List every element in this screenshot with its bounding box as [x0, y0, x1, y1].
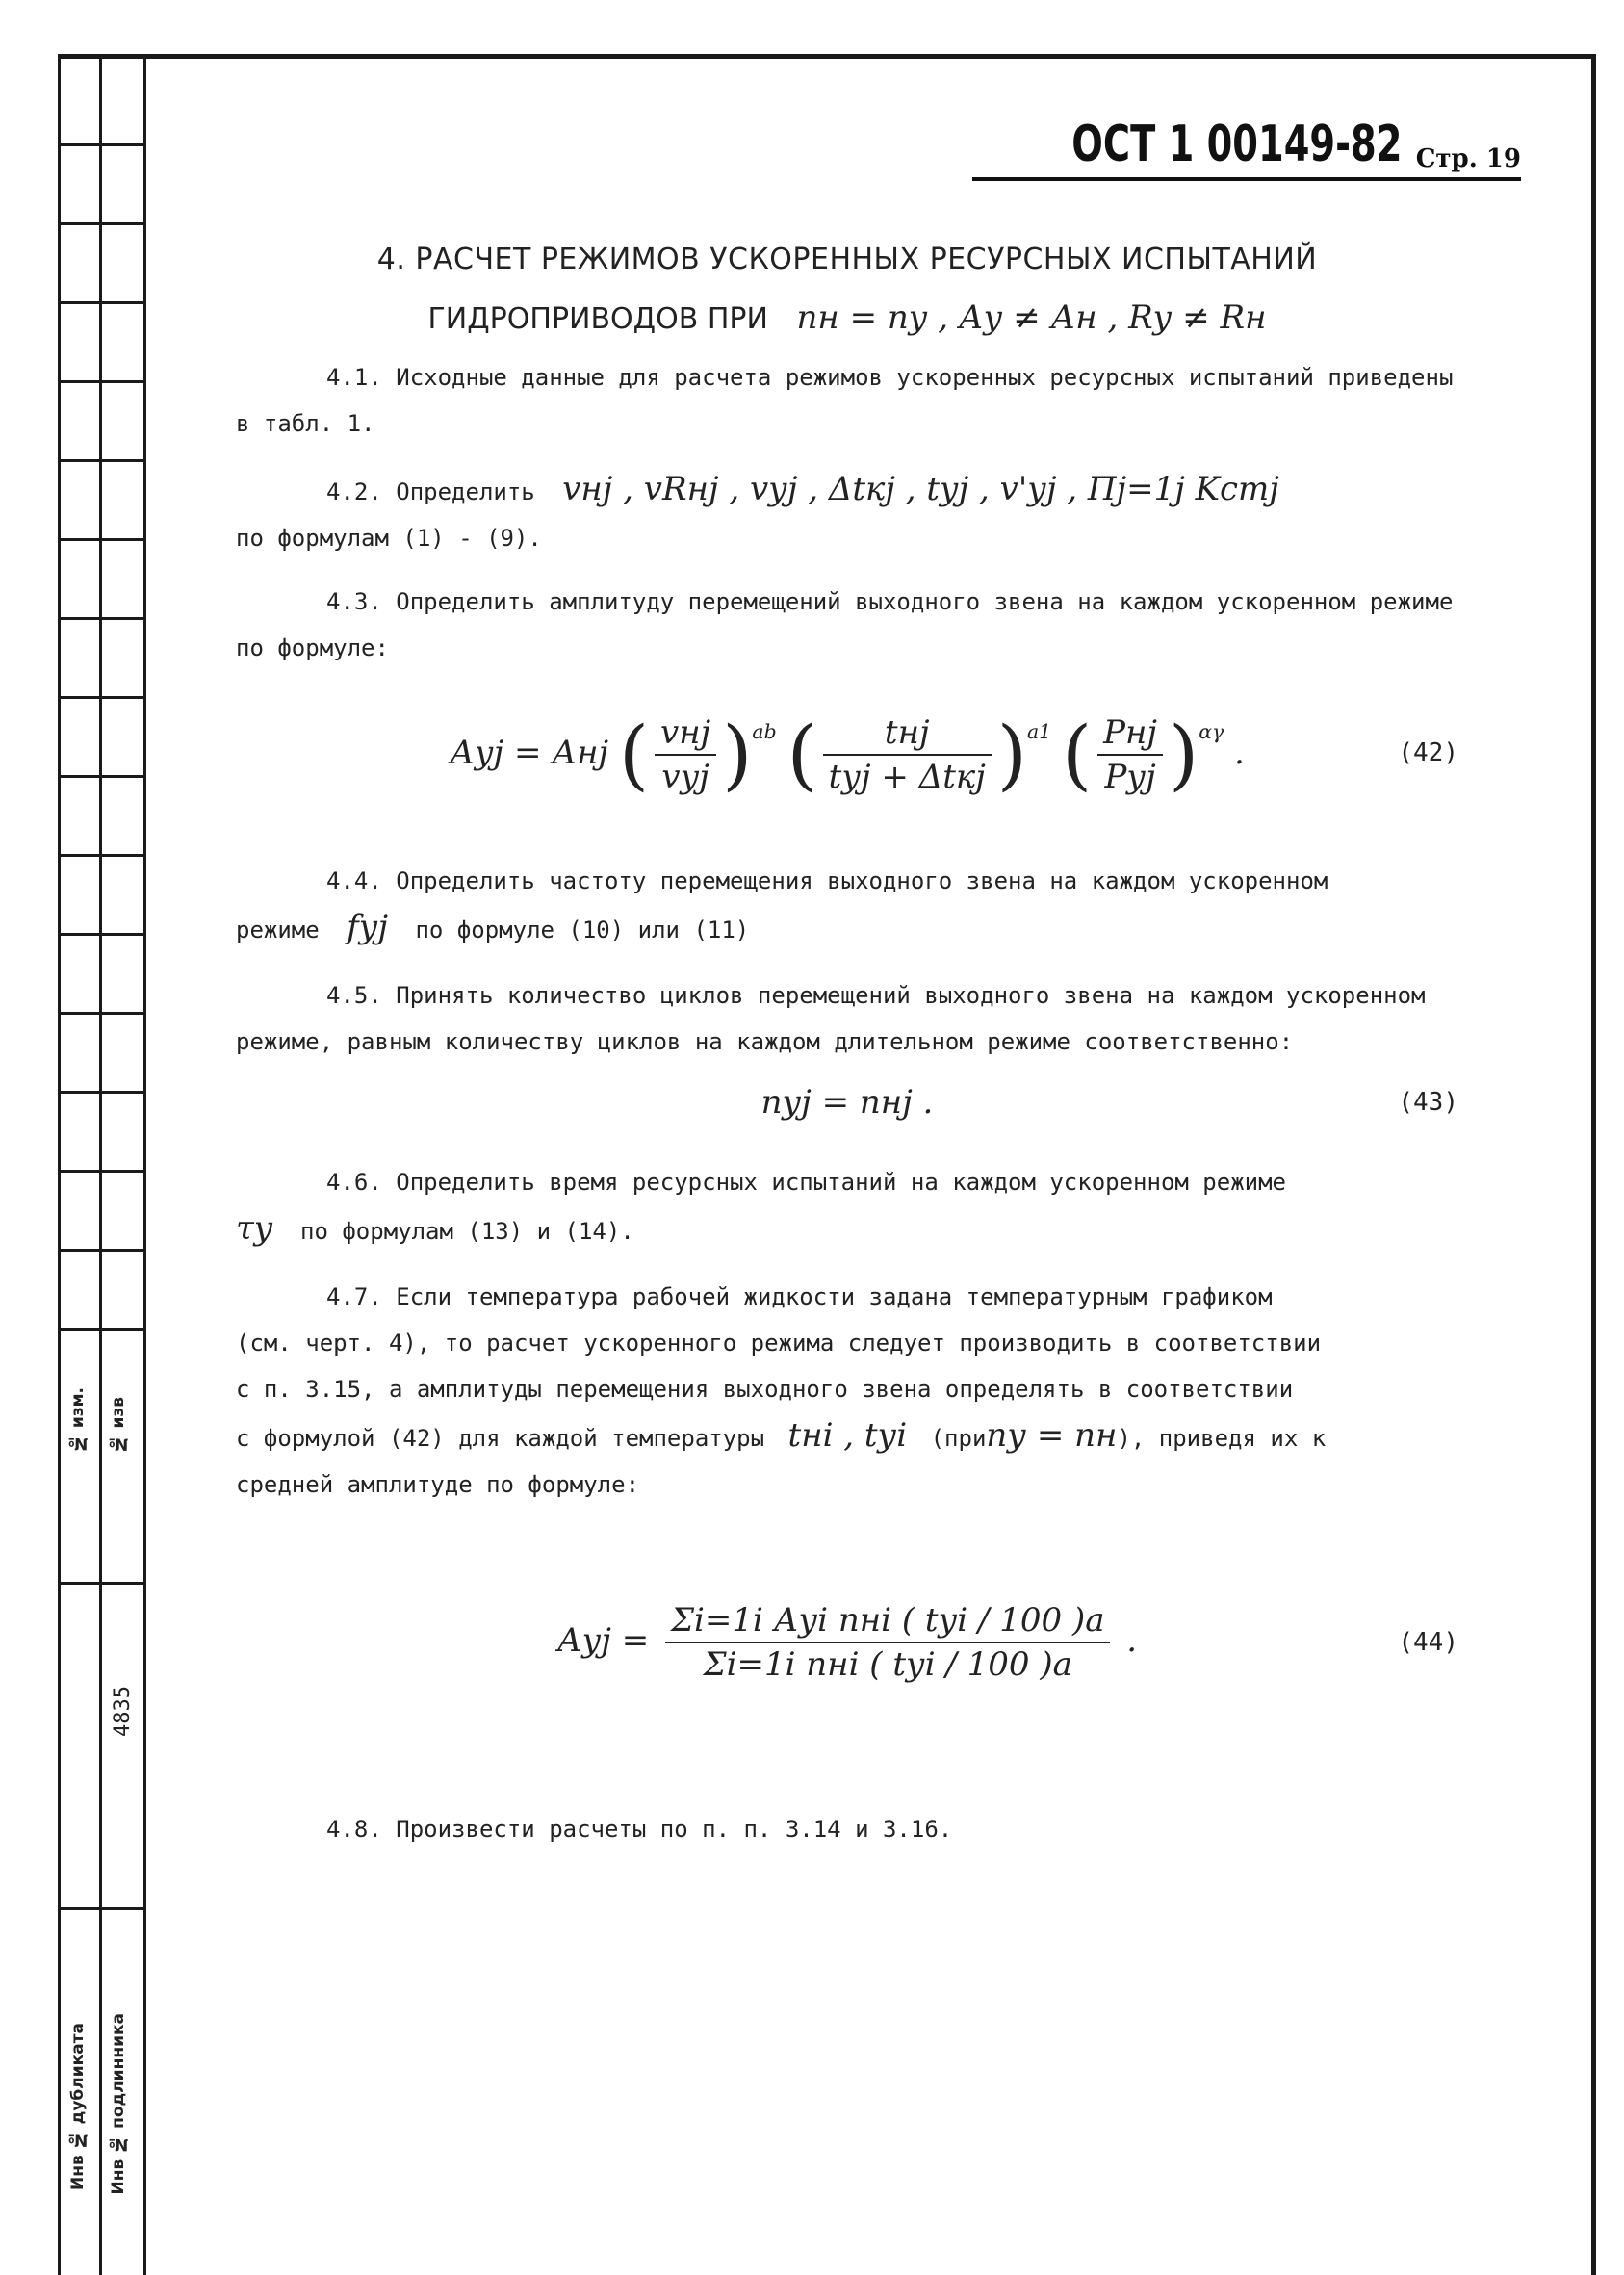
paragraph-4-4-line2: [236, 904, 1458, 953]
p47-temperature-math: tнi , tуi: [787, 1416, 908, 1455]
eq44-lhs: Ауj =: [556, 1621, 650, 1660]
p42-prefix: 4.2. Определить: [326, 478, 535, 505]
p47-line4-suffix: ), приведя их к: [1117, 1425, 1327, 1452]
eq42-frac2-num: tнj: [884, 712, 930, 752]
strip-row-line: [61, 696, 143, 699]
eq42-exp2: a1: [1026, 719, 1052, 743]
p46-suffix: по формулам (13) и (14).: [300, 1218, 634, 1245]
eq44-formula: Ауj = $\frac{\text{Σi=1i Ауi nнi ( tуi / 100 )a}}{\text{Σi=1i nнi ( tуi / 100 )a}}$ .: [556, 1601, 1138, 1684]
eq44-number: (44): [1398, 1628, 1458, 1657]
eq42-exp1: ab: [752, 719, 777, 743]
p47-line4-prefix: с формулой (42) для каждой температуры: [236, 1425, 765, 1452]
p44-prefix: режиме: [236, 917, 320, 944]
paragraph-4-8: 4.8. Произвести расчеты по п. п. 3.14 и 3.16.: [326, 1816, 953, 1843]
strip-row-line: [61, 222, 143, 225]
paragraph-4-4: 4.4. Определить частоту перемещения выходного звена на каждом ускоренном: [326, 867, 1328, 894]
eq44-numerator: Σi=1i Ауi nнi ( tуi / 100 )a: [671, 1601, 1105, 1640]
paren-open: (: [1061, 709, 1093, 799]
strip-row-line: [61, 933, 143, 936]
eq42-frac2-den: tуj + Δtкj: [828, 757, 986, 796]
paragraph-4-7-line5: средней амплитуде по формуле:: [236, 1471, 640, 1498]
paragraph-4-1: 4.1. Исходные данные для расчета режимов ускоренных ресурсных испытаний приведены в табл. 1.: [236, 364, 1454, 437]
strip-row-line: [61, 1328, 143, 1331]
paren-close: ): [996, 709, 1027, 799]
inventory-number: 4835: [111, 1686, 135, 1737]
p46-time-math: τу: [236, 1209, 273, 1248]
strip-row-line: [61, 775, 143, 778]
paragraph-4-7-line2: (см. черт. 4), то расчет ускоренного режима следует производить в соответствии: [236, 1330, 1322, 1357]
section-title: 4. РАСЧЕТ РЕЖИМОВ УСКОРЕННЫХ РЕСУРСНЫХ ИСПЫТАНИЙ: [376, 243, 1318, 276]
paren-close: ): [722, 709, 753, 799]
equation-43: [236, 1069, 1458, 1136]
p44-frequency-math: fуj: [347, 908, 389, 946]
title-prefix: ГИДРОПРИВОДОВ ПРИ: [427, 302, 768, 336]
paragraph-4-6: 4.6. Определить время ресурсных испытаний на каждом ускоренном режиме: [326, 1169, 1286, 1196]
strip-row-line: [61, 1091, 143, 1094]
original-inventory-label: Инв № подлинника: [109, 2013, 128, 2195]
eq42-number: (42): [1398, 738, 1458, 767]
equation-42: [236, 681, 1458, 825]
change-number-label: № изм.: [68, 1387, 88, 1454]
strip-row-line: [61, 380, 143, 383]
paragraph-4-7-line4: [236, 1412, 1458, 1461]
paragraph-4-6-line2: [236, 1205, 1458, 1254]
left-margin-strip: [61, 59, 146, 2275]
strip-row-line: [61, 301, 143, 304]
strip-row-line: [61, 1012, 143, 1015]
p47-line4-mid: (при: [930, 1425, 987, 1452]
eq42-formula: Ауj = Анj ( $\frac{\text{vнj}}{\text{vуj}}$ )$^{ab}$ ( $\frac{\text{tнj}}{\text{tуj + Δtкj}}$ )$^{a1}$ ( $\frac{\text{Pнj}}{\text{Pуj}}$ )$^{\alpha\gamma}$ .: [450, 709, 1245, 799]
eq44-fraction: [665, 1599, 1110, 1686]
paragraph-4-5: 4.5. Принять количество циклов перемещений выходного звена на каждом ускоренном режиме, равным количеству циклов на каждом длительном режиме соответственно:: [236, 982, 1426, 1055]
strip-row-line: [61, 854, 143, 857]
title-condition-math: nн = nу , Ау ≠ Ан , Rу ≠ Rн: [796, 298, 1267, 337]
paragraph-4-3: 4.3. Определить амплитуду перемещений выходного звена на каждом ускоренном режиме по формуле:: [236, 588, 1454, 661]
paren-open: (: [786, 709, 817, 799]
paren-open: (: [618, 709, 650, 799]
section-title-line2: [236, 289, 1458, 349]
paren-close: ): [1168, 709, 1199, 799]
p44-suffix: по формуле (10) или (11): [415, 917, 750, 944]
eq42-fraction-pressure: [1097, 711, 1163, 798]
eq42-frac3-den: Pуj: [1104, 757, 1156, 796]
strip-row-line: [61, 1170, 143, 1173]
eq42-fraction-velocity: [655, 711, 716, 798]
eq42-frac1-num: vнj: [660, 712, 711, 752]
eq42-lhs: Ауj = Анj: [450, 733, 609, 772]
strip-row-line: [61, 1249, 143, 1252]
document-header: [972, 116, 1521, 181]
paragraph-4-7-line3: с п. 3.15, а амплитуды перемещения выходного звена определять в соответствии: [236, 1376, 1294, 1403]
paragraph-4-2: [236, 466, 1458, 515]
strip-row-line: [61, 459, 143, 462]
strip-row-line: [61, 143, 143, 146]
eq42-fraction-time: [823, 711, 992, 798]
duplicate-inventory-label: Инв № дубликата: [68, 2023, 88, 2190]
eq42-frac3-num: Pнj: [1103, 712, 1157, 752]
document-code: ОСТ 1 00149-82: [1071, 116, 1403, 173]
eq43-number: (43): [1398, 1088, 1458, 1117]
strip-row-line: [61, 538, 143, 541]
p47-cycles-math: nу = nн: [986, 1416, 1118, 1455]
paragraph-4-7: 4.7. Если температура рабочей жидкости задана температурным графиком: [326, 1283, 1273, 1310]
eq44-denominator: Σi=1i nнi ( tуi / 100 )a: [703, 1645, 1072, 1684]
eq43-formula: nуj = nнj .: [760, 1083, 934, 1122]
page-content: [236, 231, 1458, 1852]
equation-44: [236, 1537, 1458, 1748]
notice-number-label: № изв: [109, 1397, 128, 1454]
page-number: Стр. 19: [1415, 144, 1521, 173]
strip-row-line: [61, 1582, 143, 1585]
paragraph-4-2-suffix: по формулам (1) - (9).: [236, 525, 542, 552]
p42-quantities-math: vнj , vRнj , vуj , Δtкj , tуj , v'уj , Πj=1j Kстj: [562, 470, 1279, 508]
eq42-exp3: αγ: [1199, 719, 1224, 743]
strip-column-divider: [99, 59, 102, 2275]
strip-row-line: [61, 1907, 143, 1910]
eq42-frac1-den: vуj: [661, 757, 709, 796]
strip-row-line: [61, 617, 143, 620]
